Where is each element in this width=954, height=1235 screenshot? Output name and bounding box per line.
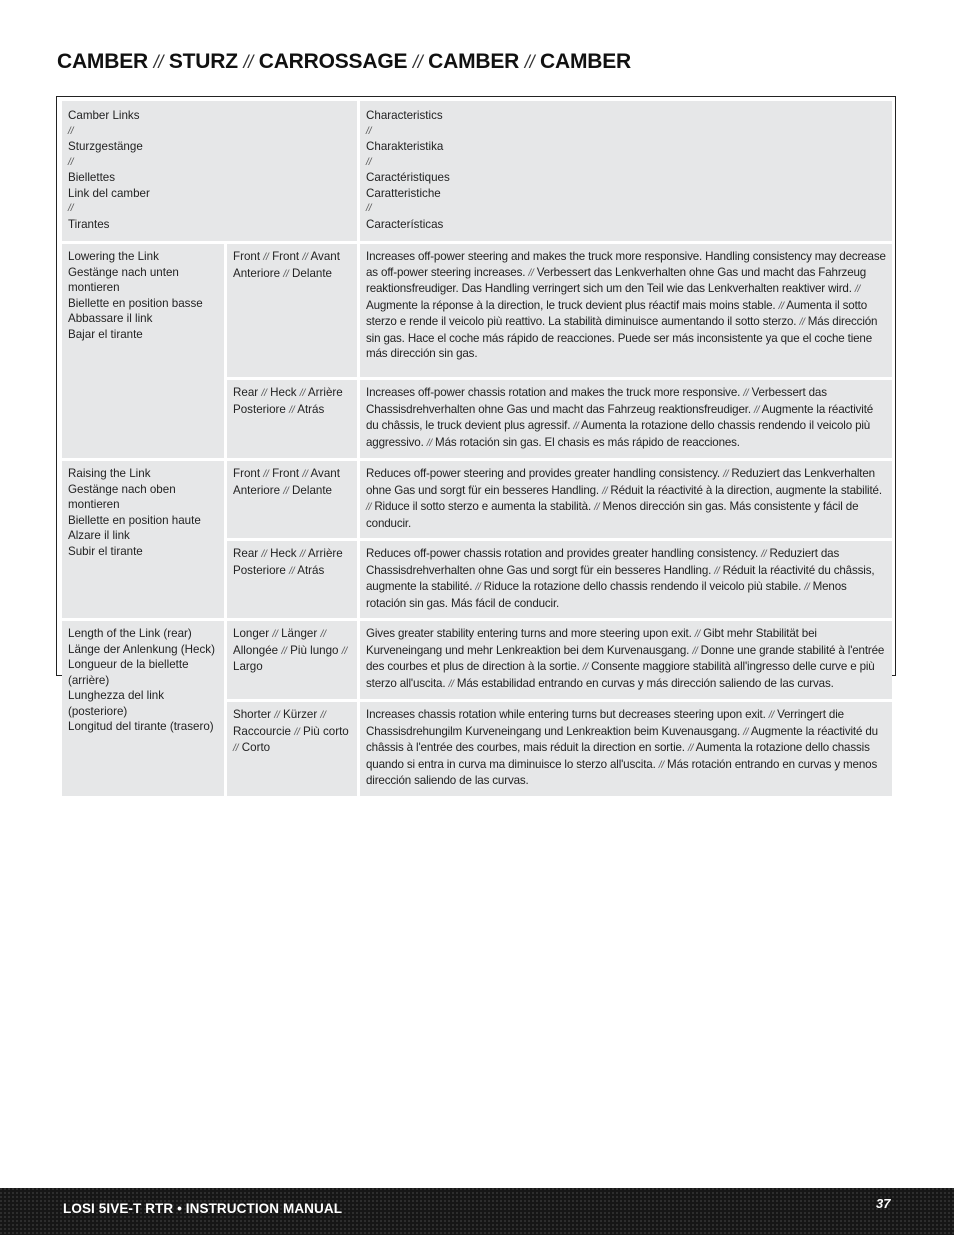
title-separator: // — [153, 52, 164, 72]
separator-mark: // — [263, 469, 269, 480]
separator-mark: // — [68, 203, 74, 214]
separator-mark: // — [299, 549, 306, 560]
footer-bar — [0, 1188, 954, 1235]
position-cell: Rear // Heck // Arrière Posteriore // Atrás — [227, 541, 360, 621]
separator-mark: // — [272, 629, 278, 640]
separator-mark: // — [274, 710, 280, 721]
separator-mark: // — [475, 582, 481, 593]
position-cell: Rear // Heck // Arrière Posteriore // Atrás — [227, 380, 360, 461]
header-line: Caratteristiche // Características — [366, 186, 886, 233]
separator-mark: // — [778, 300, 784, 312]
header-line: Characteristics // Charakteristika // Caractéristiques — [366, 108, 886, 186]
separator-mark: // — [804, 582, 810, 593]
header-characteristics — [360, 101, 892, 244]
separator-mark: // — [261, 549, 267, 560]
separator-mark: // — [68, 156, 74, 168]
separator-mark: // — [68, 125, 74, 137]
separator-mark: // — [799, 317, 805, 328]
adjustment-line: Alzare il link — [68, 529, 130, 542]
separator-mark: // — [753, 404, 760, 416]
separator-mark: // — [448, 678, 454, 690]
adjustment-line: Subir el tirante — [68, 544, 143, 558]
title-part: CAMBER — [540, 50, 631, 73]
table-header-row — [62, 101, 892, 244]
separator-mark: // — [768, 710, 774, 721]
separator-mark: // — [743, 726, 749, 738]
characteristics-cell: Reduces off-power steering and provides greater handling consistency. // Reduziert das Lenkverhalten ohne Gas und sorgt für ein besseres Handling. // Réduit la réactivité à la direction, augmente la stabilité. // Riduce il sotto sterzo e aumenta la stabilità. // Menos dirección sin gas. Más consistente y fácil de conducir. — [360, 461, 892, 541]
adjustment-line: Lowering the Link — [68, 250, 159, 263]
header-line: Link del camber // Tirantes — [68, 186, 351, 233]
separator-mark: // — [594, 502, 600, 513]
page-number: 37 — [876, 1196, 891, 1211]
separator-mark: // — [602, 485, 608, 497]
characteristics-cell: Increases off-power chassis rotation and makes the truck more responsive. // Verbessert das Chassisdrehverhalten ohne Gas und macht das Fahrzeug reaktionsfreudiger. // Augmente la réactivité du châssis, le truck devient plus agressif. // Aumenta la rotazione dello chassis rendendo il veicolo più aggressivo. // Más rotación sin gas. El chasis es más rápido de reacciones. — [360, 380, 892, 461]
separator-mark: // — [426, 437, 432, 449]
adjustment-line: Gestänge nach oben — [68, 482, 176, 496]
separator-mark: // — [263, 252, 269, 263]
adjustment-cell — [62, 621, 227, 799]
separator-mark: // — [289, 404, 295, 416]
table-row — [62, 461, 892, 541]
separator-mark: // — [366, 502, 372, 513]
manual-title: LOSI 5IVE-T RTR • INSTRUCTION MANUAL — [63, 1201, 343, 1216]
adjustment-line: Länge der Anlenkung (Heck) — [68, 642, 215, 656]
separator-mark: // — [366, 125, 372, 137]
page-title — [57, 50, 631, 74]
position-cell: Front // Front // Avant Anteriore // Delante — [227, 461, 360, 541]
adjustment-cell — [62, 244, 227, 461]
characteristics-cell: Reduces off-power chassis rotation and provides greater handling consistency. // Reduziert das Chassisdrehverhalten ohne Gas und sorgt für ein besseres Handling. // Réduit la réactivité du châssis, augmente la stabilité. // Riduce la rotazione dello chassis rendendo il veicolo più stabile. // Menos rotación sin gas. Más fácil de conducir. — [360, 541, 892, 621]
adjustment-line: Bajar el tirante — [68, 327, 143, 341]
separator-mark: // — [281, 645, 287, 657]
separator-mark: // — [302, 469, 308, 480]
title-separator: // — [412, 52, 423, 72]
characteristics-cell: Increases off-power steering and makes the truck more responsive. Handling consistency may decrease as off-power steering increases. // Verbessert das Lenkverhalten ohne Gas und macht das Fahrzeug reaktionsfreudiger. Das Handling verringert sich um den Teil wie das Lenkverhalten reaktiver wird. // Augmente la réponse à la direction, le truck devient plus réactif mais moins stable. // Aumenta il sotto sterzo e rende il veicolo più reattivo. La stabilità diminuisce aumentando il sotto sterzo. // Más dirección sin gas. Hace el coche más rápido de reacciones. Puede ser más inconsistente ya que el coche tiene más dirección sin gas. — [360, 244, 892, 380]
camber-table — [62, 101, 892, 799]
characteristics-cell: Gives greater stability entering turns and more steering upon exit. // Gibt mehr Stabilität bei Kurveneingang und mehr Lenkreaktion bei dem Kurvenausgang. // Donne une grande stabilité à l'entrée des courbes et plus de direction à la sortie. // Consente maggiore stabilità all'ingresso delle curve e più sterzo all'uscita. // Más estabilidad entrando en curvas y más dirección saliendo de las curvas. — [360, 621, 892, 702]
separator-mark: // — [658, 759, 664, 771]
adjustment-line: Length of the Link (rear) — [68, 627, 192, 640]
separator-mark: // — [714, 565, 720, 577]
position-cell: Longer // Länger // Allongée // Più lungo // Largo — [227, 621, 360, 702]
adjustment-line: Gestänge nach unten — [68, 265, 179, 279]
adjustment-line: montieren — [68, 498, 120, 511]
separator-mark: // — [302, 252, 308, 263]
separator-mark: // — [687, 743, 694, 754]
position-cell: Shorter // Kürzer // Raccourcie // Più corto // Corto — [227, 702, 360, 799]
adjustment-line: Lunghezza del link — [68, 689, 165, 702]
table-row — [62, 621, 892, 702]
header-camber-links — [62, 101, 360, 244]
title-part: CARROSSAGE — [258, 50, 408, 73]
separator-mark: // — [743, 388, 749, 399]
adjustment-line: Raising the Link — [68, 467, 151, 480]
characteristics-cell: Increases chassis rotation while entering turns but decreases steering upon exit. // Verringert die Chassisdrehungilm Kurveneingang und Lenkreaktion beim Kuvenausgang. // Augmente la réactivité du châssis à l'entrée des courbes, mais réduit la direction en sortie. // Aumenta la rotazione dello chassis quando si entra in curva ma diminuisce lo sterzo all'uscita. // Más rotación entrando en curvas y menos dirección saliendo de las curvas. — [360, 702, 892, 799]
table-row — [62, 244, 892, 380]
separator-mark: // — [573, 421, 579, 432]
separator-mark: // — [582, 662, 588, 673]
separator-mark: // — [341, 645, 348, 657]
adjustment-line: Biellette en position basse — [68, 296, 203, 310]
title-separator: // — [243, 52, 254, 72]
title-part: CAMBER — [428, 50, 520, 73]
separator-mark: // — [366, 203, 372, 214]
adjustment-line: montieren — [68, 281, 120, 294]
separator-mark: // — [233, 743, 239, 754]
separator-mark: // — [694, 629, 701, 640]
adjustment-line: (posteriore) — [68, 704, 128, 718]
adjustment-line: Abbassare il link — [68, 312, 153, 325]
separator-mark: // — [723, 469, 729, 480]
adjustment-line: Longitud del tirante (trasero) — [68, 720, 214, 733]
position-cell: Front // Front // Avant Anteriore // Delante — [227, 244, 360, 380]
header-line: Camber Links // Sturzgestänge // Biellettes — [68, 108, 351, 186]
separator-mark: // — [528, 267, 534, 279]
separator-mark: // — [320, 629, 326, 640]
separator-mark: // — [294, 726, 300, 738]
separator-mark: // — [761, 549, 767, 560]
adjustment-line: Longueur de la biellette — [68, 658, 189, 671]
title-part: CAMBER — [57, 50, 148, 73]
separator-mark: // — [283, 485, 289, 497]
separator-mark: // — [261, 388, 267, 399]
adjustment-line: Biellette en position haute — [68, 513, 201, 527]
title-separator: // — [524, 52, 535, 72]
adjustment-line: (arrière) — [68, 673, 110, 687]
adjustment-cell — [62, 461, 227, 621]
separator-mark: // — [854, 284, 861, 295]
separator-mark: // — [299, 388, 306, 399]
separator-mark: // — [289, 565, 295, 577]
separator-mark: // — [283, 268, 289, 280]
separator-mark: // — [320, 710, 326, 721]
separator-mark: // — [692, 645, 698, 657]
title-part: STURZ — [168, 50, 238, 73]
separator-mark: // — [366, 156, 372, 168]
